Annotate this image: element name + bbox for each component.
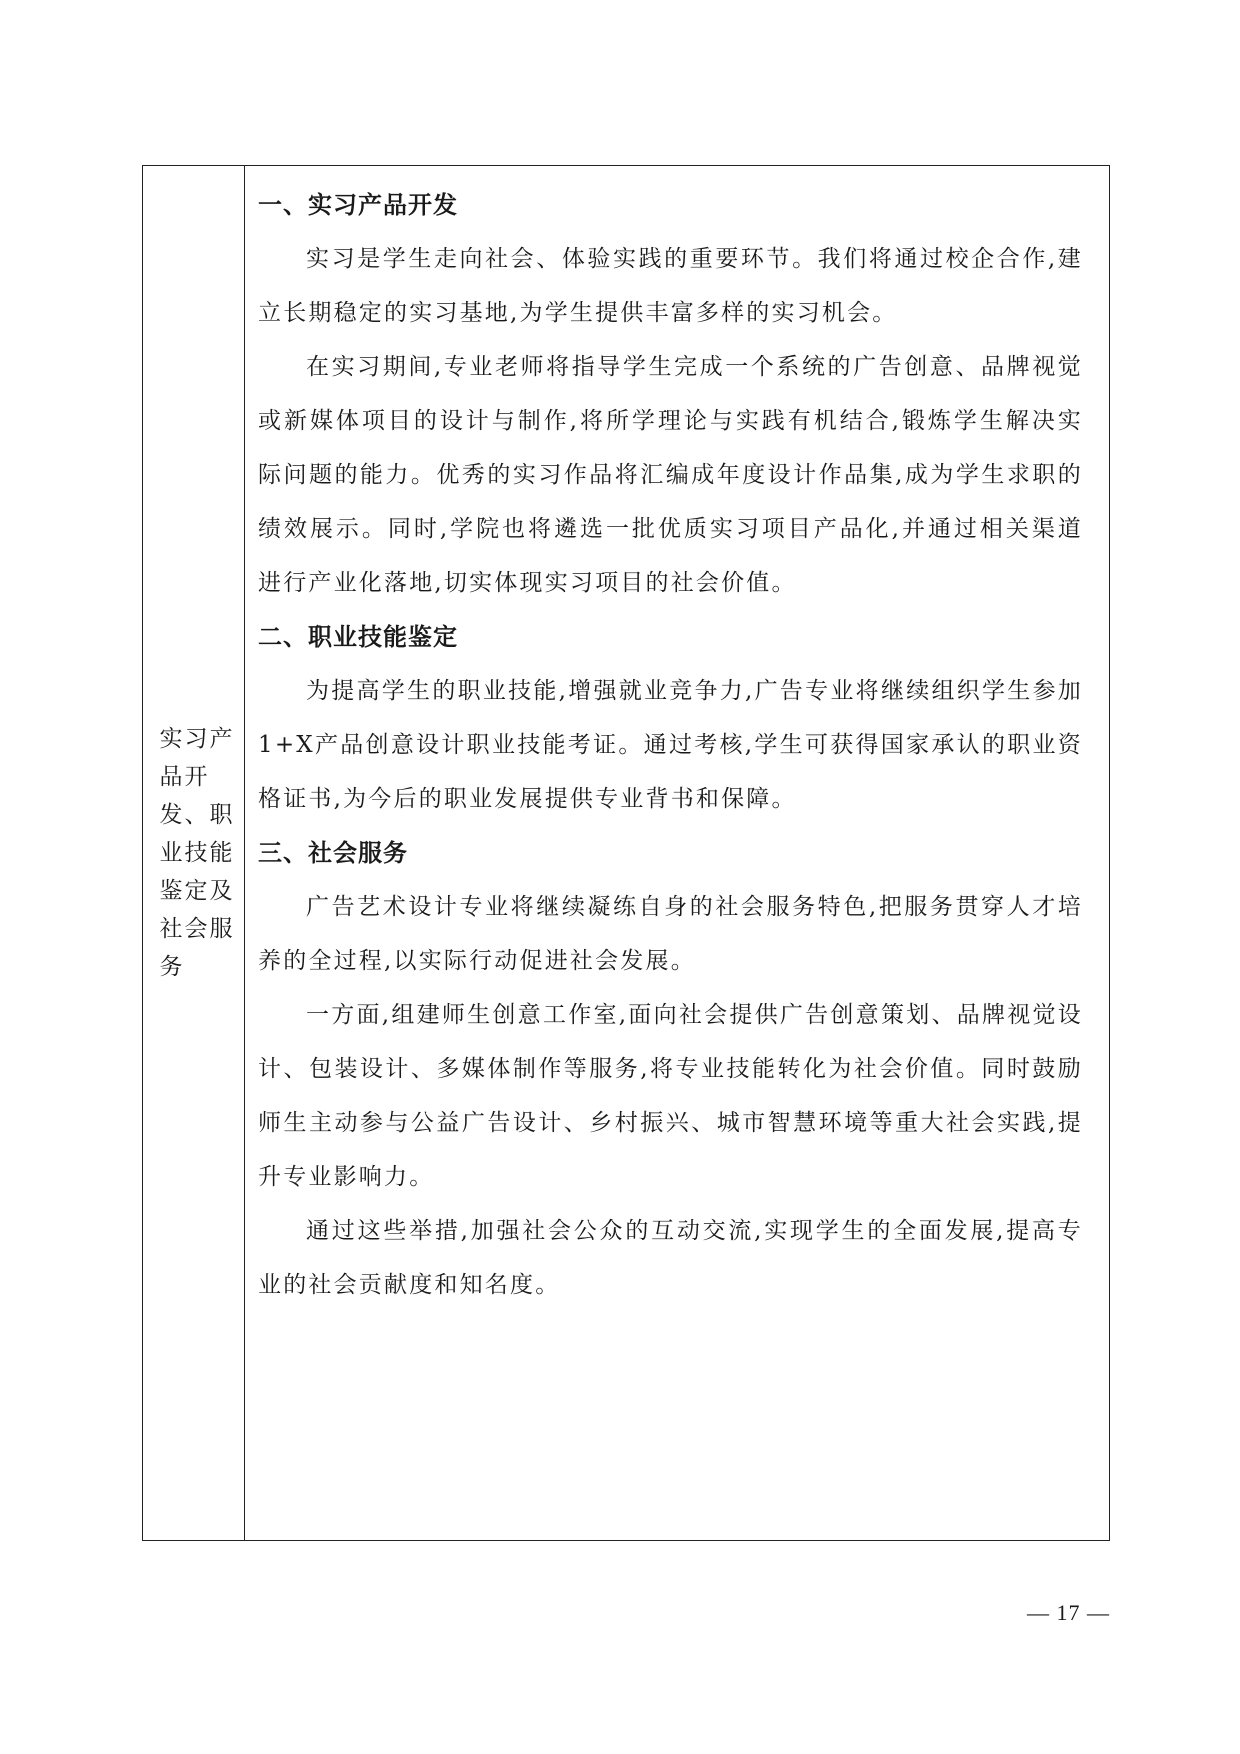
section-title: 一、实习产品开发: [258, 191, 458, 219]
content-cell: [245, 166, 1109, 1540]
paragraph: 实习是学生走向社会、体验实践的重要环节。我们将通过校企合作,建立长期稳定的实习基地,为学生提供丰富多样的实习机会。: [258, 246, 1083, 326]
paragraph: 在实习期间,专业老师将指导学生完成一个系统的广告创意、品牌视觉或新媒体项目的设计与制作,将所学理论与实践有机结合,锻炼学生解决实际问题的能力。优秀的实习作品将汇编成年度设计作品集,成为学生求职的绩效展示。同时,学院也将遴选一批优质实习项目产品化,并通过相关渠道进行产业化落地,切实体现实习项目的社会价值。: [258, 354, 1083, 596]
section-title: 二、职业技能鉴定: [258, 623, 458, 651]
paragraph: 通过这些举措,加强社会公众的互动交流,实现学生的全面发展,提高专业的社会贡献度和知名度。: [258, 1218, 1083, 1298]
section-title: 三、社会服务: [258, 839, 408, 867]
category-cell: [143, 166, 245, 1540]
page-number: — 17 —: [1027, 1600, 1110, 1625]
category-label: 实习产品开发、职业技能鉴定及社会服务: [159, 726, 235, 980]
paragraph: 为提高学生的职业技能,增强就业竞争力,广告专业将继续组织学生参加1+X产品创意设计职业技能考证。通过考核,学生可获得国家承认的职业资格证书,为今后的职业发展提供专业背书和保障。: [258, 678, 1083, 812]
content-table: [142, 165, 1110, 1541]
paragraph: 广告艺术设计专业将继续凝练自身的社会服务特色,把服务贯穿人才培养的全过程,以实际行动促进社会发展。: [258, 894, 1083, 974]
paragraph: 一方面,组建师生创意工作室,面向社会提供广告创意策划、品牌视觉设计、包装设计、多媒体制作等服务,将专业技能转化为社会价值。同时鼓励师生主动参与公益广告设计、乡村振兴、城市智慧环境等重大社会实践,提升专业影响力。: [258, 1002, 1083, 1190]
